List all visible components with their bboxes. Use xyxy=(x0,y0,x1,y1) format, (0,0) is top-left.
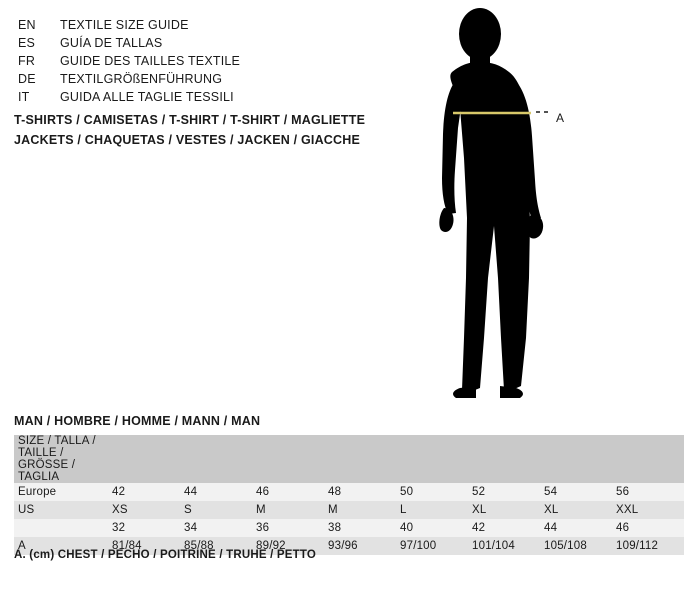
table-title: MAN / HOMBRE / HOMME / MANN / MAN xyxy=(14,414,261,428)
row-value: 109/112 xyxy=(612,537,684,555)
table-header-blank xyxy=(324,435,396,483)
row-label: A xyxy=(14,537,108,555)
row-value: XL xyxy=(540,501,612,519)
size-table xyxy=(14,435,684,555)
language-row xyxy=(18,52,378,70)
footnote: A. (cm) CHEST / PECHO / POITRINE / TRUHE / PETTO xyxy=(14,549,317,561)
table-header-blank xyxy=(252,435,324,483)
row-value: 44 xyxy=(180,483,252,501)
row-value: 101/104 xyxy=(468,537,540,555)
row-value: M xyxy=(324,501,396,519)
row-value: 52 xyxy=(468,483,540,501)
table-header-blank xyxy=(468,435,540,483)
row-value: 32 xyxy=(108,519,180,537)
language-code: ES xyxy=(18,36,36,50)
male-silhouette-figure xyxy=(408,8,593,408)
row-value: 50 xyxy=(396,483,468,501)
row-value: 34 xyxy=(180,519,252,537)
row-value: S xyxy=(180,501,252,519)
row-label: Europe xyxy=(14,483,108,501)
row-value: 42 xyxy=(468,519,540,537)
row-value: 38 xyxy=(324,519,396,537)
row-value: 36 xyxy=(252,519,324,537)
table-row xyxy=(14,519,684,537)
language-code: EN xyxy=(18,18,36,32)
row-value: M xyxy=(252,501,324,519)
language-row xyxy=(18,16,378,34)
measure-label-a: A xyxy=(556,111,565,125)
row-value: 105/108 xyxy=(540,537,612,555)
table-row xyxy=(14,501,684,519)
table-header-blank xyxy=(612,435,684,483)
size-table-area xyxy=(14,414,659,555)
row-value: 40 xyxy=(396,519,468,537)
table-header-blank xyxy=(108,435,180,483)
language-text: GUIDE DES TAILLES TEXTILE xyxy=(60,54,241,68)
row-value: 46 xyxy=(612,519,684,537)
table-header-blank xyxy=(396,435,468,483)
row-label: US xyxy=(14,501,108,519)
category-headings xyxy=(14,110,414,150)
table-header-row xyxy=(14,435,684,483)
language-list xyxy=(18,16,378,106)
table-header-blank xyxy=(180,435,252,483)
row-value: 42 xyxy=(108,483,180,501)
table-header-label: SIZE / TALLA / TAILLE / GRÖSSE / TAGLIA xyxy=(14,435,108,483)
row-value: 93/96 xyxy=(324,537,396,555)
row-value: L xyxy=(396,501,468,519)
language-code: IT xyxy=(18,90,30,104)
language-text: TEXTILE SIZE GUIDE xyxy=(60,18,189,32)
category-tshirts: T-SHIRTS / CAMISETAS / T-SHIRT / T-SHIRT / MAGLIETTE xyxy=(14,113,366,127)
row-value: XL xyxy=(468,501,540,519)
row-value: 89/92 xyxy=(252,537,324,555)
row-value: 81/84 xyxy=(108,537,180,555)
row-value: 85/88 xyxy=(180,537,252,555)
row-value: 56 xyxy=(612,483,684,501)
language-text: GUIDA ALLE TAGLIE TESSILI xyxy=(60,90,234,104)
language-row xyxy=(18,34,378,52)
silhouette-icon xyxy=(408,8,593,408)
row-label xyxy=(14,519,108,537)
language-code: DE xyxy=(18,72,36,86)
language-row xyxy=(18,70,378,88)
category-jackets: JACKETS / CHAQUETAS / VESTES / JACKEN / GIACCHE xyxy=(14,133,361,147)
row-value: 97/100 xyxy=(396,537,468,555)
language-text: GUÍA DE TALLAS xyxy=(60,36,163,50)
row-value: XXL xyxy=(612,501,684,519)
row-value: 54 xyxy=(540,483,612,501)
row-value: 44 xyxy=(540,519,612,537)
row-value: 48 xyxy=(324,483,396,501)
language-code: FR xyxy=(18,54,36,68)
row-value: XS xyxy=(108,501,180,519)
row-value: 46 xyxy=(252,483,324,501)
table-row xyxy=(14,483,684,501)
table-header-blank xyxy=(540,435,612,483)
language-row xyxy=(18,88,378,106)
language-text: TEXTILGRÖßENFÜHRUNG xyxy=(60,72,223,86)
